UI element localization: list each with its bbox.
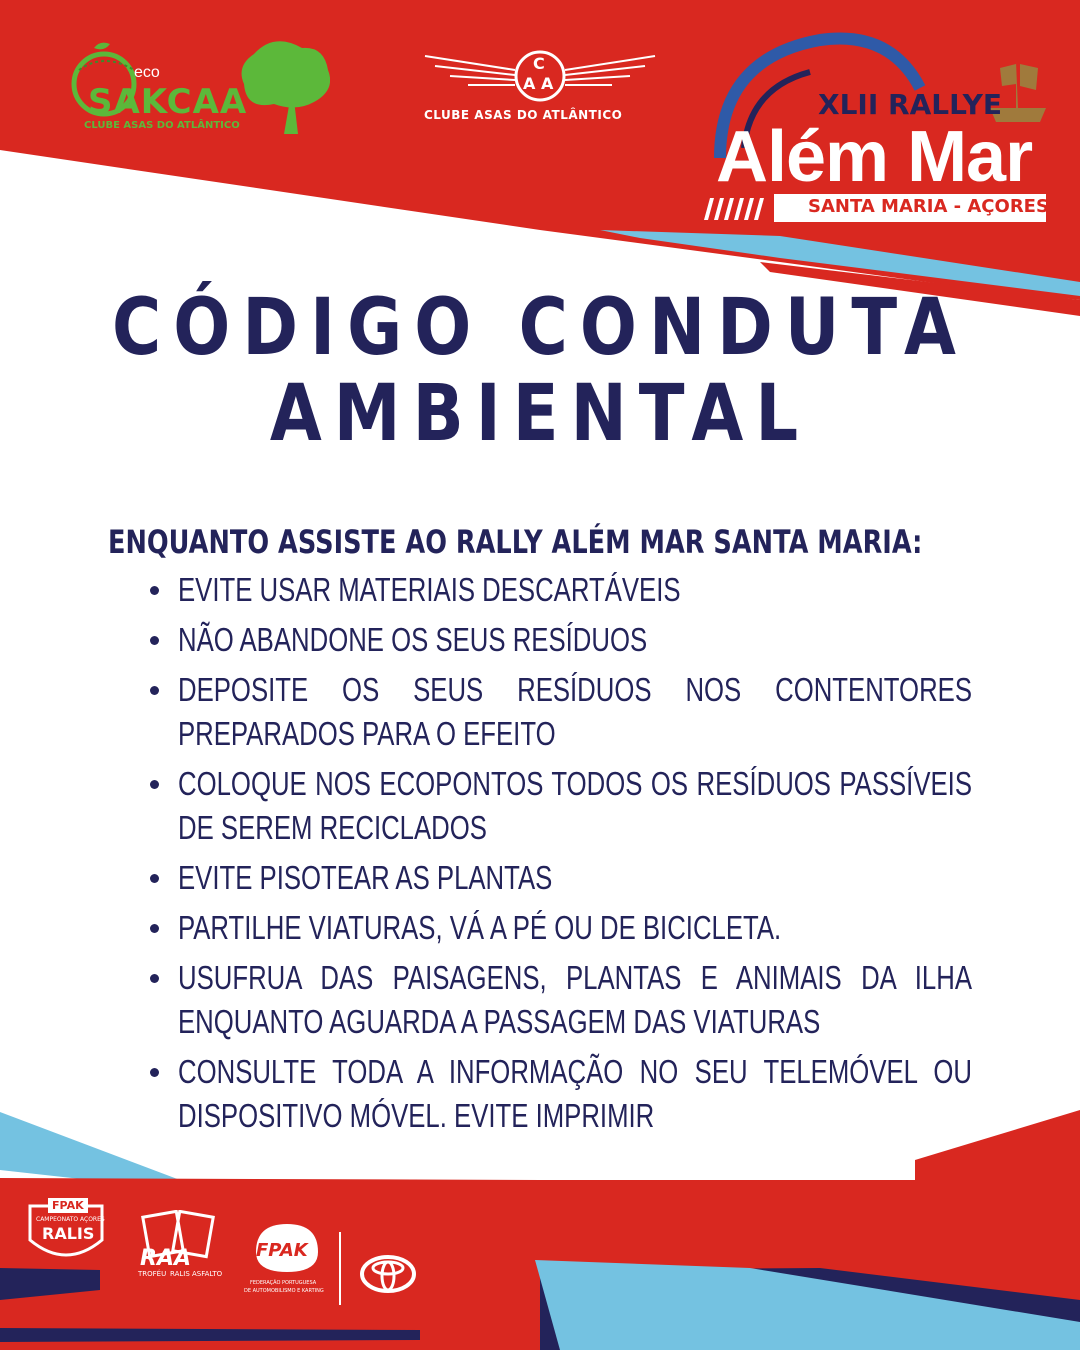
fpak-logo: [244, 1222, 334, 1302]
raa-line1: TROFÉU: [138, 1270, 167, 1278]
fpak-ralis-line2: RALIS: [42, 1224, 95, 1243]
page-title: [76, 285, 1005, 457]
rallye-edition: XLII RALLYE: [818, 88, 1002, 121]
list-item-text: CONSULTE TODA A INFORMAÇÃO NO SEU TELEMÓVEL OU DISPOSITIVO MÓVEL. EVITE IMPRIMIR: [178, 1053, 972, 1134]
fpak-line1: FEDERAÇÃO PORTUGUESA: [250, 1280, 317, 1286]
list-item-text: EVITE PISOTEAR AS PLANTAS: [178, 859, 553, 896]
list-item: [150, 906, 972, 950]
intro-heading: ENQUANTO ASSISTE AO RALLY ALÉM MAR SANTA MARIA:: [108, 523, 923, 561]
raa-name: RAA: [140, 1246, 191, 1271]
list-item: [150, 1050, 972, 1138]
conduct-list: [150, 568, 972, 1144]
rallye-logo: [700, 28, 1060, 228]
toyota-logo: [358, 1254, 418, 1294]
list-item: [150, 856, 972, 900]
title-line-2: AMBIENTAL: [269, 369, 811, 459]
list-item-text: NÃO ABANDONE OS SEUS RESÍDUOS: [178, 621, 648, 658]
list-item: [150, 956, 972, 1044]
caa-caption: CLUBE ASAS DO ATLÂNTICO: [424, 108, 623, 122]
sakcaa-subtitle: CLUBE ASAS DO ATLÂNTICO: [84, 120, 240, 131]
bottom-navy-strip-left: [0, 1328, 420, 1342]
sakcaa-eco-label: eco: [134, 64, 160, 81]
raa-line2: RALIS ASFALTO: [170, 1270, 223, 1278]
fpak-line2: DE AUTOMOBILISMO E KARTING: [244, 1288, 324, 1294]
list-item-text: USUFRUA DAS PAISAGENS, PLANTAS E ANIMAIS DA ILHA ENQUANTO AGUARDA A PASSAGEM DAS VIATURAS: [178, 959, 972, 1040]
fpak-ralis-logo: [26, 1196, 106, 1266]
list-item: [150, 618, 972, 662]
fpak-name: FPAK: [256, 1240, 308, 1261]
list-item: [150, 762, 972, 850]
caa-letter-top: C: [533, 54, 545, 73]
sakcaa-logo: [54, 40, 330, 136]
list-item-text: DEPOSITE OS SEUS RESÍDUOS NOS CONTENTORES PREPARADOS PARA O EFEITO: [178, 671, 972, 752]
toyota-logo-icon: [358, 1254, 418, 1294]
list-item: [150, 568, 972, 612]
fpak-ralis-line1: CAMPEONATO AÇORES: [36, 1216, 105, 1223]
rallye-name: Além Mar: [716, 117, 1033, 197]
list-item-text: PARTILHE VIATURAS, VÁ A PÉ OU DE BICICLETA.: [178, 909, 782, 946]
rallye-location: SANTA MARIA - AÇORES: [808, 196, 1049, 217]
caa-letters-bottom: A A: [523, 74, 554, 93]
list-item-text: COLOQUE NOS ECOPONTOS TODOS OS RESÍDUOS PASSÍVEIS DE SEREM RECICLADOS: [178, 765, 972, 846]
list-item: [150, 668, 972, 756]
raa-logo: [136, 1210, 226, 1280]
sakcaa-name: SAKCAA: [88, 82, 248, 122]
fpak-ralis-badge: FPAK: [48, 1198, 88, 1213]
caa-logo: [420, 48, 660, 128]
list-item-text: EVITE USAR MATERIAIS DESCARTÁVEIS: [178, 571, 681, 608]
title-line-1: CÓDIGO CONDUTA: [112, 283, 968, 373]
